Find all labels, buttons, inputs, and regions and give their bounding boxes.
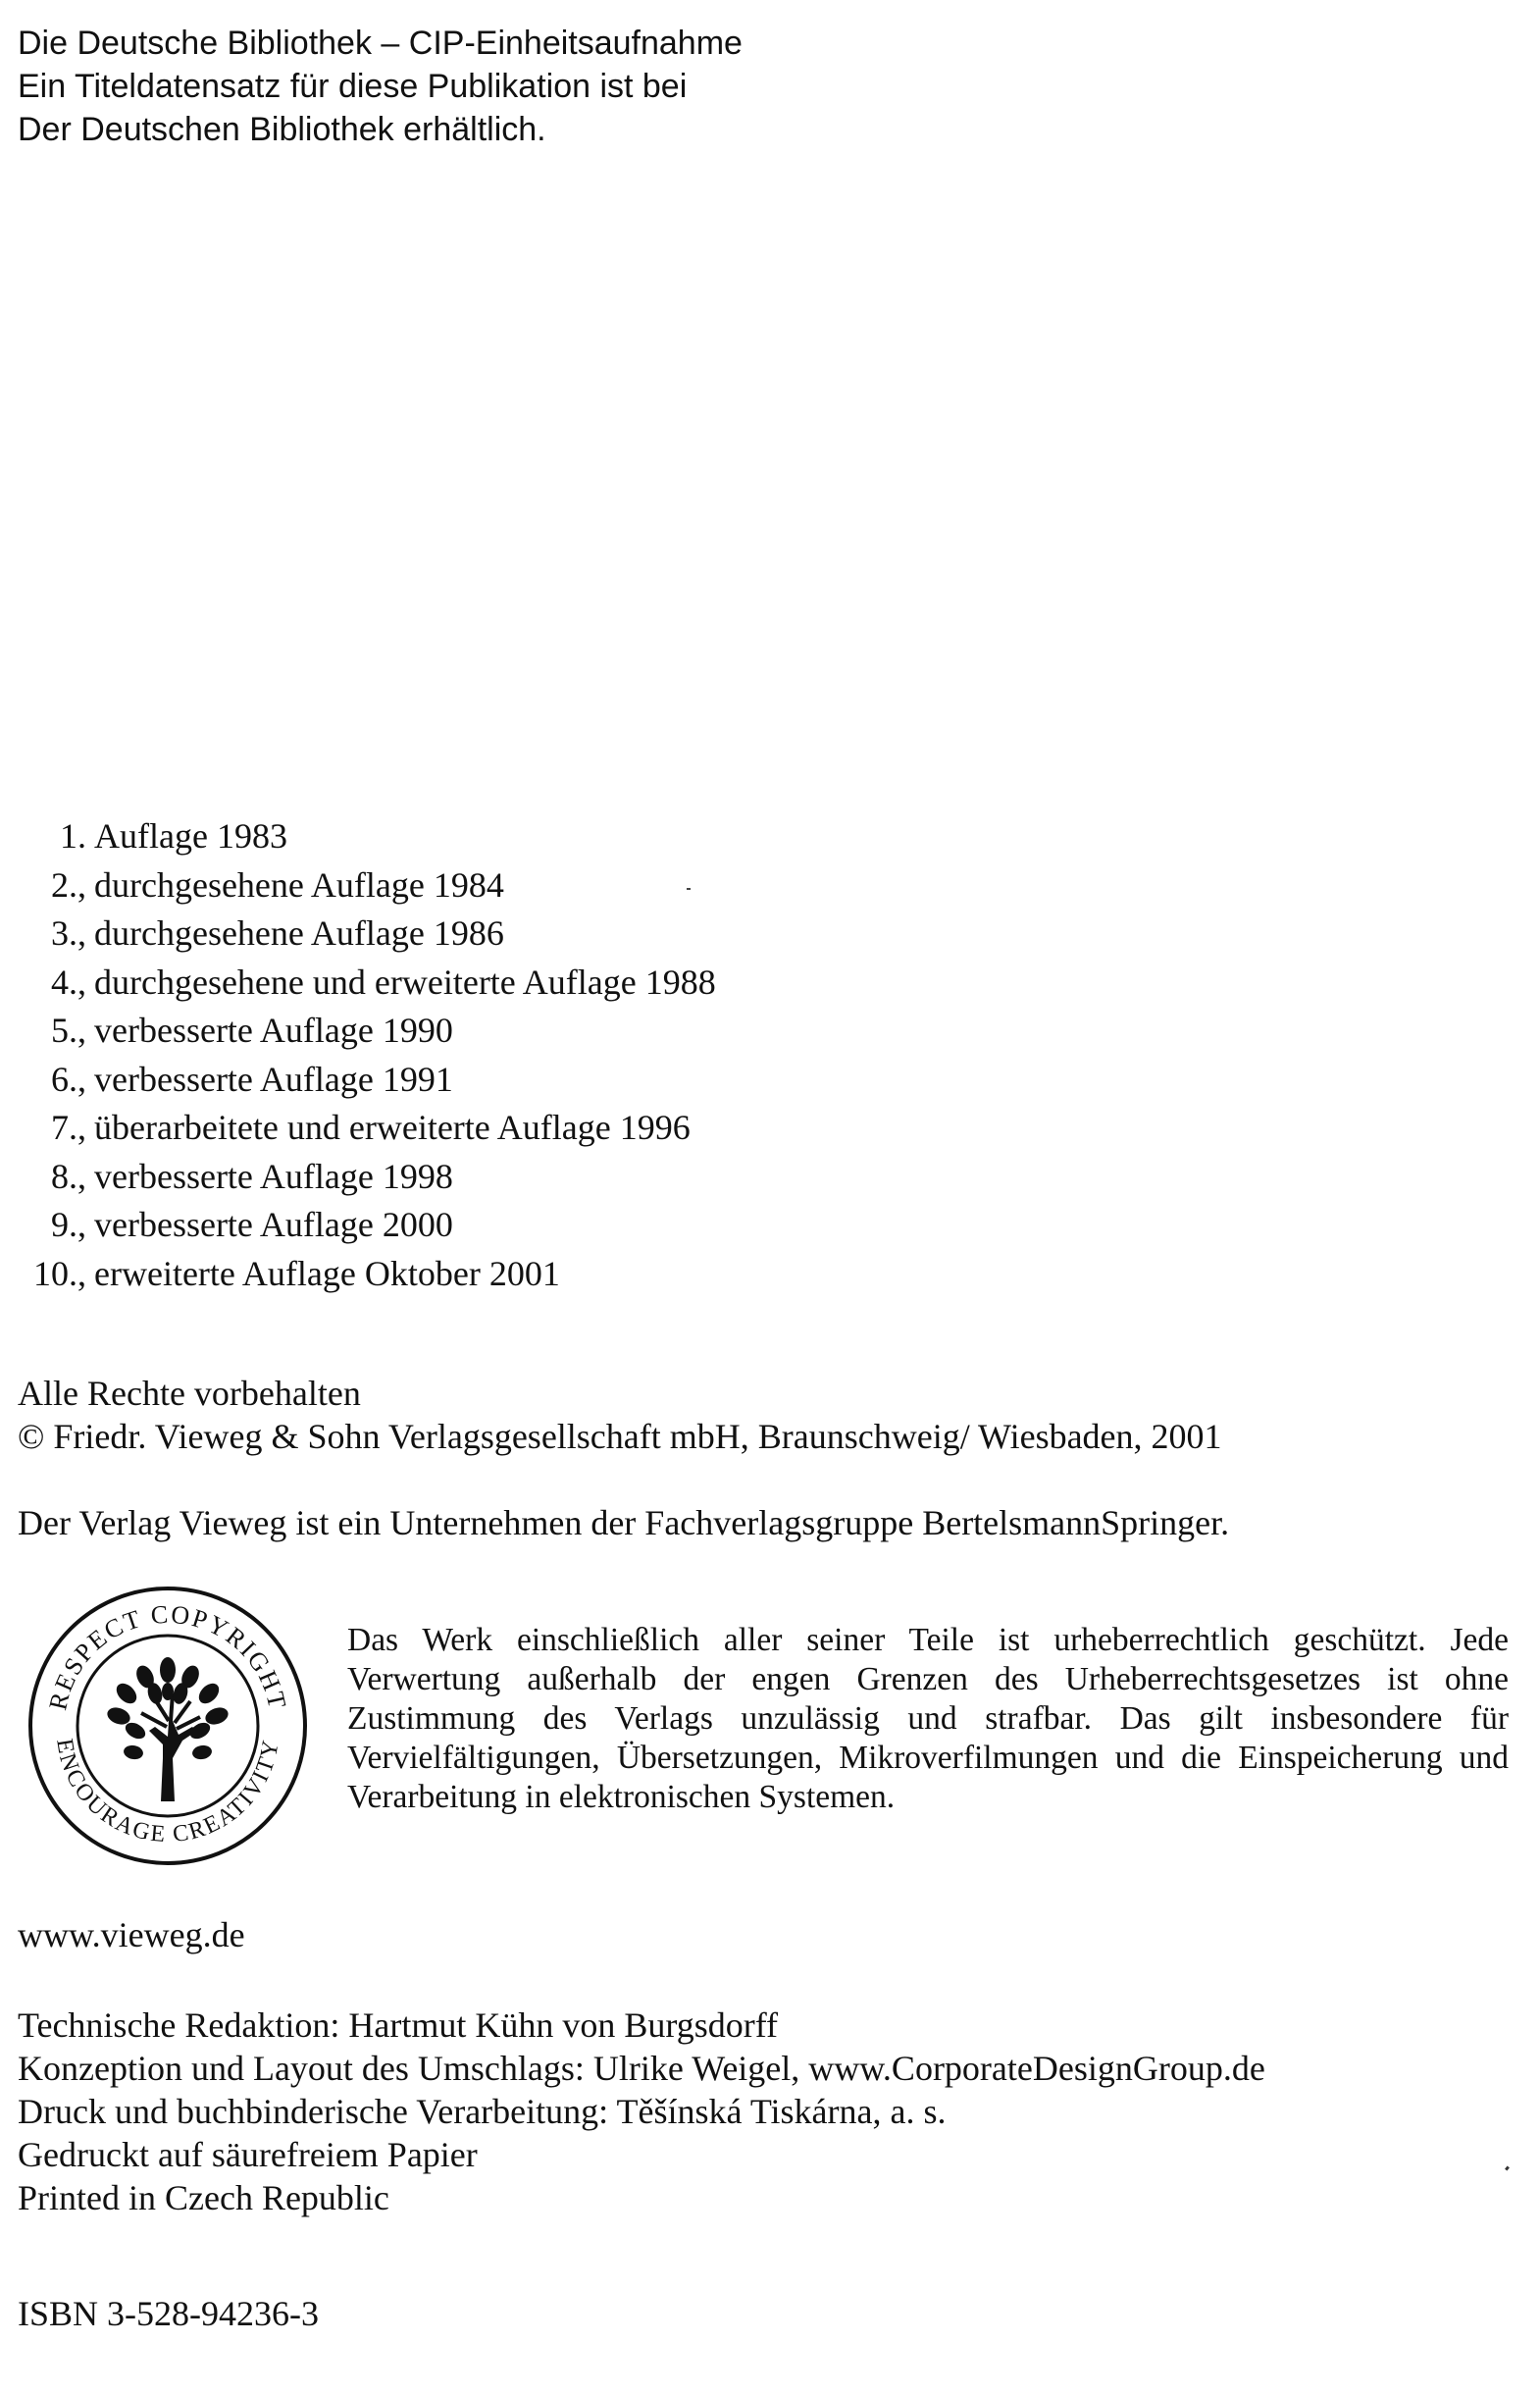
edition-row xyxy=(0,1250,883,1299)
rights-block xyxy=(18,1372,1222,1458)
edition-number: 8., xyxy=(51,1156,86,1196)
edition-history xyxy=(0,812,883,1298)
edition-number: 6., xyxy=(51,1059,86,1099)
rights-reserved: Alle Rechte vorbehalten xyxy=(18,1374,361,1413)
website-link[interactable]: www.vieweg.de xyxy=(18,1915,245,1954)
cip-line: Ein Titeldatensatz für diese Publikation ist bei xyxy=(18,68,688,105)
edition-text: Auflage 1983 xyxy=(94,816,287,856)
cip-line: Der Deutschen Bibliothek erhältlich. xyxy=(18,111,546,148)
edition-row xyxy=(0,1153,883,1202)
tree-hand-icon xyxy=(105,1657,231,1801)
copyright-line: © Friedr. Vieweg & Sohn Verlagsgesellschaft mbH, Braunschweig/ Wiesbaden, 2001 xyxy=(18,1417,1222,1456)
edition-row xyxy=(0,959,883,1008)
edition-number: 3., xyxy=(51,913,86,953)
edition-row xyxy=(0,861,883,911)
edition-number: 7., xyxy=(51,1108,86,1147)
edition-row xyxy=(0,1007,883,1056)
edition-text: verbesserte Auflage 1991 xyxy=(94,1059,453,1099)
isbn: ISBN 3-528-94236-3 xyxy=(18,2294,319,2333)
edition-row xyxy=(0,1056,883,1105)
cip-record xyxy=(18,22,743,151)
stamp-bottom-text: ENCOURAGE CREATIVITY xyxy=(51,1737,284,1848)
edition-text: durchgesehene Auflage 1984 xyxy=(94,864,504,905)
edition-text: erweiterte Auflage Oktober 2001 xyxy=(94,1253,560,1293)
production-credits xyxy=(18,2004,1265,2219)
edition-number: 10., xyxy=(33,1253,86,1293)
edition-row xyxy=(0,812,883,861)
credit-line: Konzeption und Layout des Umschlags: Ulrike Weigel, www.CorporateDesignGroup.de xyxy=(18,2049,1265,2088)
stamp-top-text: RESPECT COPYRIGHT xyxy=(43,1599,292,1713)
edition-text: verbesserte Auflage 1998 xyxy=(94,1156,453,1196)
credit-line: Printed in Czech Republic xyxy=(18,2178,389,2217)
edition-text: überarbeitete und erweiterte Auflage 1996 xyxy=(94,1108,691,1147)
cip-line: Die Deutsche Bibliothek – CIP-Einheitsaufnahme xyxy=(18,25,743,62)
credit-line: Gedruckt auf säurefreiem Papier xyxy=(18,2135,478,2174)
edition-row xyxy=(0,1201,883,1250)
edition-text: durchgesehene Auflage 1986 xyxy=(94,913,504,953)
respect-copyright-stamp xyxy=(26,1584,310,1868)
print-speck xyxy=(687,888,691,890)
edition-row xyxy=(0,1104,883,1153)
print-speck xyxy=(1505,2166,1510,2171)
edition-text: verbesserte Auflage 2000 xyxy=(94,1205,453,1244)
credit-line: Druck und buchbinderische Verarbeitung: Těšínská Tiskárna, a. s. xyxy=(18,2092,947,2131)
edition-number: 4., xyxy=(51,962,86,1002)
edition-row xyxy=(0,910,883,959)
edition-text: durchgesehene und erweiterte Auflage 1988 xyxy=(94,962,716,1002)
edition-number: 5., xyxy=(51,1011,86,1050)
edition-number: 1. xyxy=(60,816,86,856)
edition-number: 2., xyxy=(51,864,86,905)
credit-line: Technische Redaktion: Hartmut Kühn von Burgsdorff xyxy=(18,2005,779,2045)
edition-text: verbesserte Auflage 1990 xyxy=(94,1011,453,1050)
publisher-note: Der Verlag Vieweg ist ein Unternehmen der Fachverlagsgruppe BertelsmannSpringer. xyxy=(18,1503,1230,1542)
copyright-notice: Das Werk einschließlich aller seiner Teile ist urheberrechtlich geschützt. Jede Verwertung außerhalb der engen Grenzen des Urheberrechtsgesetzes ist ohne Zustimmung des Verlags unzulässig und strafbar. Das gilt insbesondere für Vervielfältigungen, Übersetzungen, Mikroverfilmungen und die Einspeicherung und Verarbeitung in elektronischen Systemen. xyxy=(347,1622,1509,1815)
edition-number: 9., xyxy=(51,1205,86,1244)
